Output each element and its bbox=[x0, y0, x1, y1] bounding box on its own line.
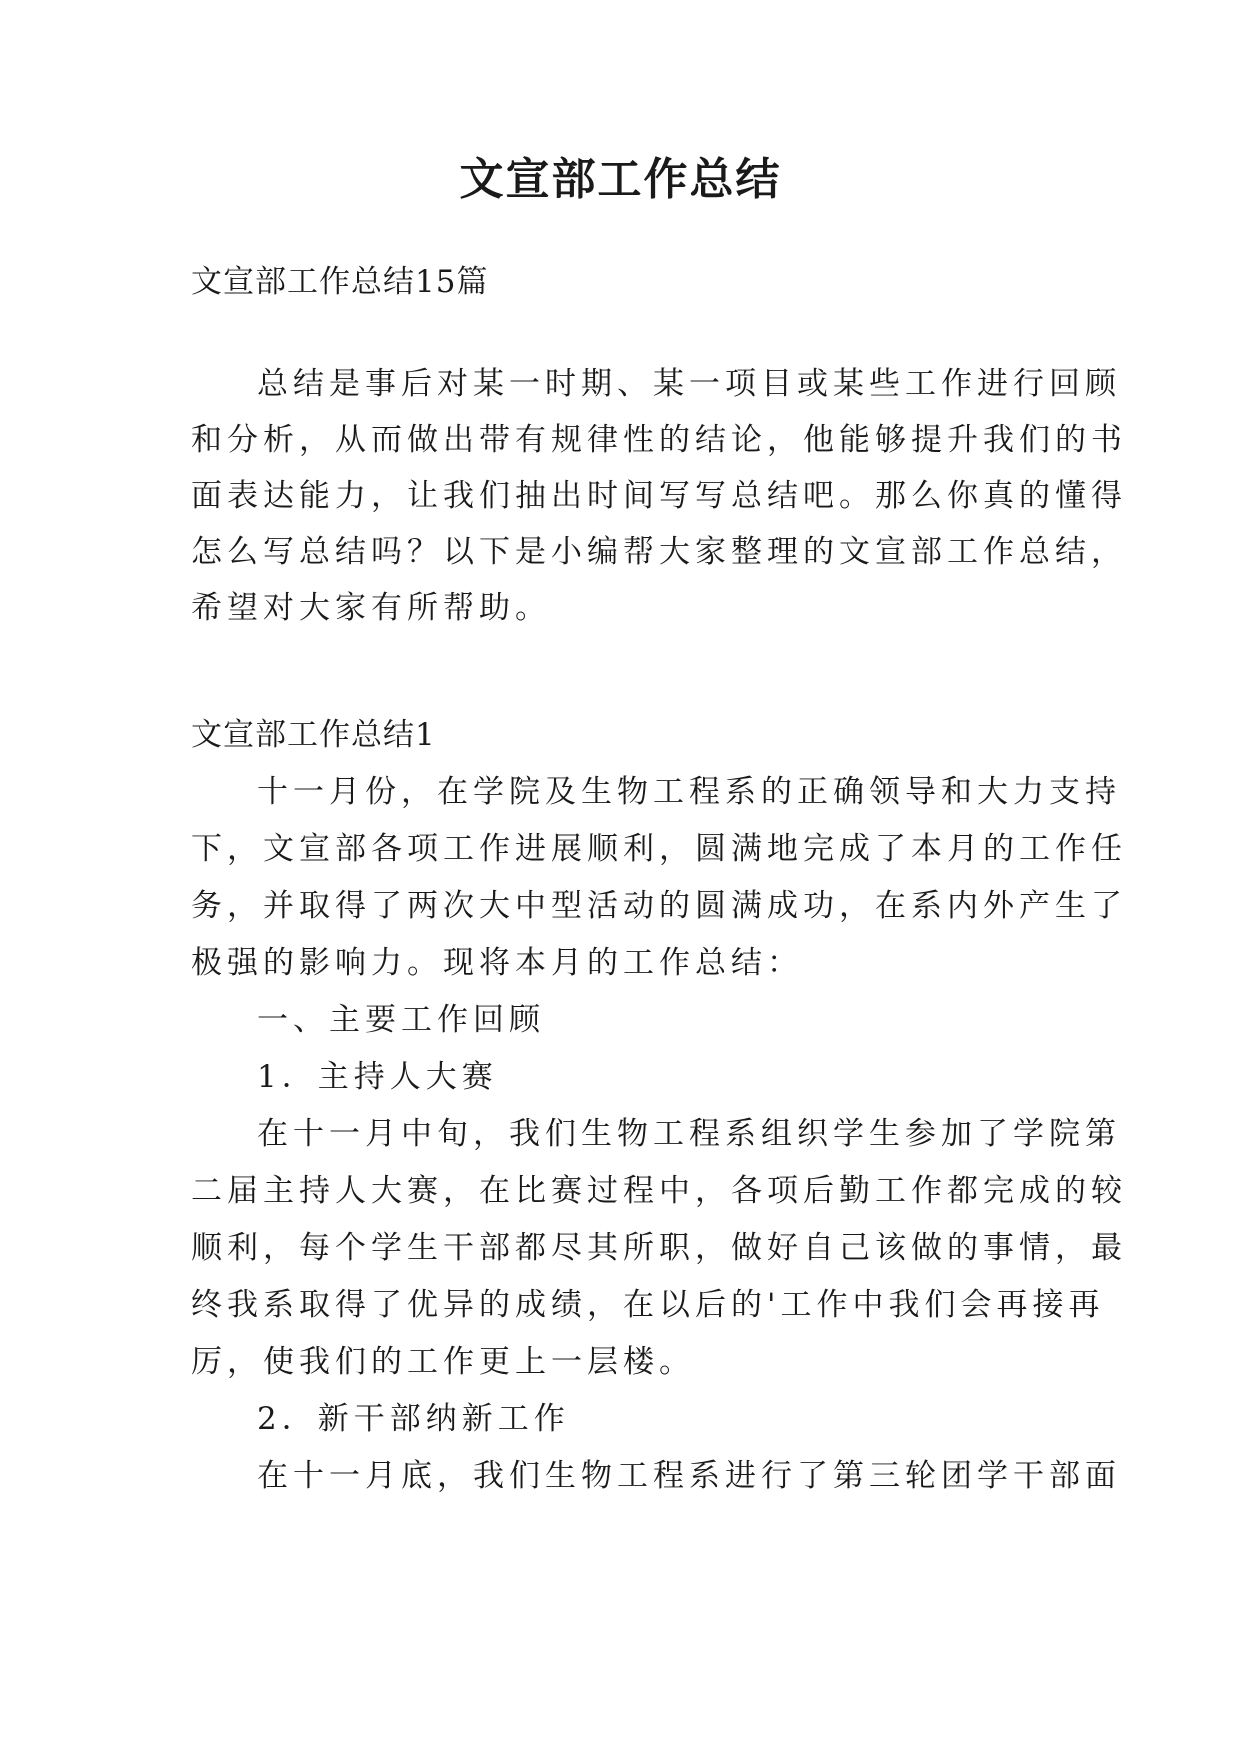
section1-line-1: 十一月份，在学院及生物工程系的正确领导和大力支持 bbox=[257, 774, 1121, 810]
section1-line-3: 务，并取得了两次大中型活动的圆满成功，在系内外产生了 bbox=[191, 888, 1127, 924]
section1-line-2: 下，文宣部各项工作进展顺利，圆满地完成了本月的工作任 bbox=[191, 831, 1127, 867]
item1-line-4: 终我系取得了优异的成绩，在以后的'工作中我们会再接再 bbox=[191, 1287, 1105, 1323]
document-title: 文宣部工作总结 bbox=[459, 154, 782, 205]
item2-line-1: 在十一月底，我们生物工程系进行了第三轮团学干部面 bbox=[257, 1458, 1121, 1494]
item1-line-1: 在十一月中旬，我们生物工程系组织学生参加了学院第 bbox=[257, 1116, 1121, 1152]
item1-line-3: 顺利，每个学生干部都尽其所职，做好自己该做的事情，最 bbox=[191, 1230, 1127, 1266]
item1-line-5: 厉，使我们的工作更上一层楼。 bbox=[191, 1344, 695, 1380]
intro-line-4: 怎么写总结吗？以下是小编帮大家整理的文宣部工作总结， bbox=[191, 534, 1127, 570]
part-heading: 一、主要工作回顾 bbox=[257, 1002, 545, 1038]
intro-line-1: 总结是事后对某一时期、某一项目或某些工作进行回顾 bbox=[257, 366, 1121, 402]
intro-line-5: 希望对大家有所帮助。 bbox=[191, 590, 551, 626]
item1-line-2: 二届主持人大赛，在比赛过程中，各项后勤工作都完成的较 bbox=[191, 1173, 1127, 1209]
document-subtitle: 文宣部工作总结15篇 bbox=[191, 264, 489, 300]
intro-line-3: 面表达能力，让我们抽出时间写写总结吧。那么你真的懂得 bbox=[191, 478, 1127, 514]
item2-heading: 2．新干部纳新工作 bbox=[257, 1401, 570, 1437]
section1-heading: 文宣部工作总结1 bbox=[191, 717, 436, 753]
section1-line-4: 极强的影响力。现将本月的工作总结： bbox=[191, 945, 803, 981]
item1-heading: 1．主持人大赛 bbox=[257, 1059, 498, 1095]
intro-line-2: 和分析，从而做出带有规律性的结论，他能够提升我们的书 bbox=[191, 422, 1127, 458]
